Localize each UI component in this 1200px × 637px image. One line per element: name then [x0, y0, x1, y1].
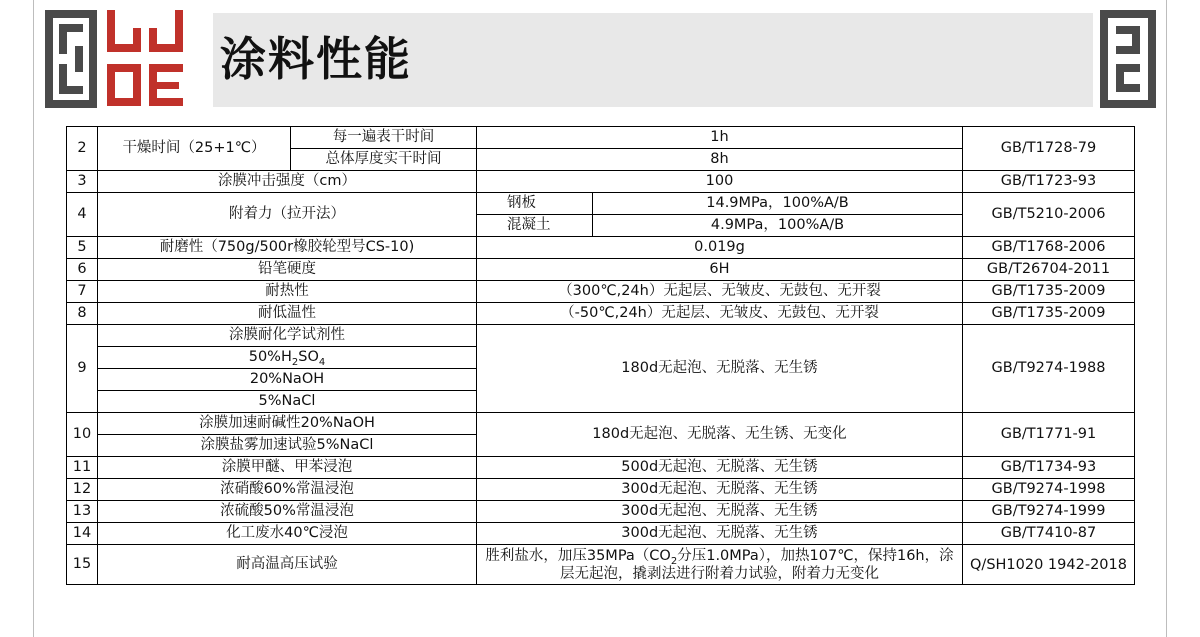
test-standard: GB/T1768-2006: [963, 237, 1135, 259]
table-row: [67, 457, 1135, 479]
table-row: [67, 523, 1135, 545]
row-number: 14: [67, 523, 98, 545]
brand-logo: [45, 10, 205, 108]
test-item: 涂膜耐化学试剂性: [98, 325, 477, 347]
row-number: 3: [67, 171, 98, 193]
result-value: 300d无起泡、无脱落、无生锈: [477, 501, 963, 523]
row-number: 13: [67, 501, 98, 523]
test-item: 耐磨性（750g/500r橡胶轮型号CS-10): [98, 237, 477, 259]
result-value: 300d无起泡、无脱落、无生锈: [477, 479, 963, 501]
test-standard: GB/T1735-2009: [963, 303, 1135, 325]
table-row: [67, 237, 1135, 259]
result-value: 14.9MPa，100%A/B: [593, 193, 963, 215]
table-row: [67, 545, 1135, 585]
test-item: 涂膜加速耐碱性20%NaOH: [98, 413, 477, 435]
result-value: （300℃,24h）无起层、无皱皮、无鼓包、无开裂: [477, 281, 963, 303]
table-row: [67, 325, 1135, 347]
test-standard: GB/T5210-2006: [963, 193, 1135, 237]
test-standard: GB/T9274-1999: [963, 501, 1135, 523]
result-value: 8h: [477, 149, 963, 171]
fret-ornament-icon: [1100, 10, 1156, 108]
table-row: [67, 171, 1135, 193]
left-frame-line: [33, 0, 34, 637]
row-number: 4: [67, 193, 98, 237]
substrate-label: 钢板: [477, 193, 593, 215]
test-standard: GB/T1728-79: [963, 127, 1135, 171]
test-item: 浓硝酸60%常温浸泡: [98, 479, 477, 501]
table-row: [67, 281, 1135, 303]
test-item: 附着力（拉开法）: [98, 193, 477, 237]
test-standard: GB/T9274-1998: [963, 479, 1135, 501]
test-item: 浓硫酸50%常温浸泡: [98, 501, 477, 523]
table-row: [67, 413, 1135, 435]
row-number: 2: [67, 127, 98, 171]
coating-performance-table: [66, 126, 1135, 585]
result-value: 500d无起泡、无脱落、无生锈: [477, 457, 963, 479]
result-value: 胜利盐水，加压$35MPa(CO_2$分压1.0MPa），加热107℃，保持16h，涂层无起泡，撬剥法进行附着力试验，附着力无变化: [477, 545, 963, 585]
table-row: [67, 479, 1135, 501]
row-number: 5: [67, 237, 98, 259]
right-frame-line: [1166, 0, 1167, 637]
row-number: 7: [67, 281, 98, 303]
test-item: 化工废水40℃浸泡: [98, 523, 477, 545]
test-standard: GB/T26704-2011: [963, 259, 1135, 281]
result-value: （-50℃,24h）无起层、无皱皮、无鼓包、无开裂: [477, 303, 963, 325]
test-item: 耐低温性: [98, 303, 477, 325]
sub-item: 每一遍表干时间: [291, 127, 477, 149]
row-number: 8: [67, 303, 98, 325]
page-title: 涂料性能: [220, 32, 412, 86]
test-item: 铅笔硬度: [98, 259, 477, 281]
substrate-label: 混凝土: [477, 215, 593, 237]
table-row: [67, 501, 1135, 523]
row-number: 6: [67, 259, 98, 281]
reagent-nacl: 5%NaCl: [98, 391, 477, 413]
test-standard: GB/T1735-2009: [963, 281, 1135, 303]
test-item: 涂膜盐雾加速试验5%NaCl: [98, 435, 477, 457]
result-value: 0.019g: [477, 237, 963, 259]
test-standard: GB/T9274-1988: [963, 325, 1135, 413]
reagent-sulfuric-acid: $50\%H_2SO_4$: [98, 347, 477, 369]
test-item: 耐热性: [98, 281, 477, 303]
table-row: [67, 259, 1135, 281]
result-value: 180d无起泡、无脱落、无生锈、无变化: [477, 413, 963, 457]
test-item: 干燥时间（25+1℃）: [98, 127, 291, 171]
reagent-naoh: 20%NaOH: [98, 369, 477, 391]
test-item: 涂膜甲醚、甲苯浸泡: [98, 457, 477, 479]
result-value: 180d无起泡、无脱落、无生锈: [477, 325, 963, 413]
table-row: [67, 127, 1135, 149]
test-item: 涂膜冲击强度（cm）: [98, 171, 477, 193]
table-row: [67, 193, 1135, 215]
test-standard: Q/SH1020 1942-2018: [963, 545, 1135, 585]
test-standard: GB/T7410-87: [963, 523, 1135, 545]
result-value: 100: [477, 171, 963, 193]
row-number: 15: [67, 545, 98, 585]
table-row: [67, 303, 1135, 325]
row-number: 12: [67, 479, 98, 501]
test-standard: GB/T1734-93: [963, 457, 1135, 479]
test-item: 耐高温高压试验: [98, 545, 477, 585]
test-standard: GB/T1771-91: [963, 413, 1135, 457]
row-number: 9: [67, 325, 98, 413]
result-value: 300d无起泡、无脱落、无生锈: [477, 523, 963, 545]
result-value: 4.9MPa，100%A/B: [593, 215, 963, 237]
result-value: 6H: [477, 259, 963, 281]
sub-item: 总体厚度实干时间: [291, 149, 477, 171]
result-value: 1h: [477, 127, 963, 149]
row-number: 10: [67, 413, 98, 457]
row-number: 11: [67, 457, 98, 479]
test-standard: GB/T1723-93: [963, 171, 1135, 193]
